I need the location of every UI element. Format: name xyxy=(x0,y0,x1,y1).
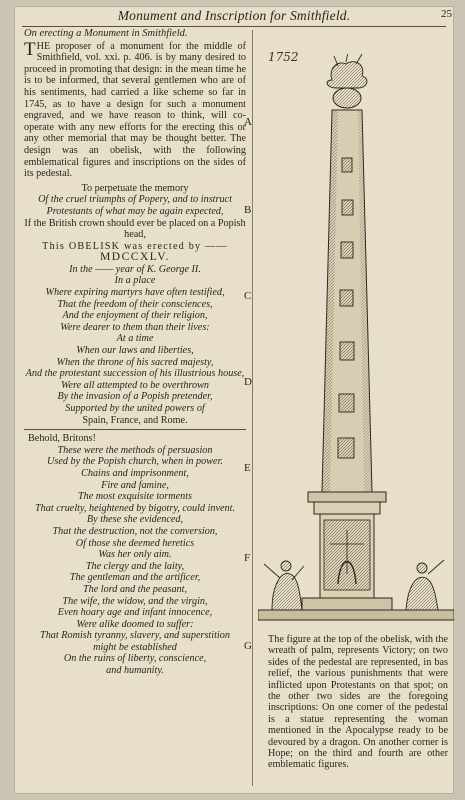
verse-line: In a place xyxy=(114,275,156,287)
article-heading: On erecting a Monument in Smithfield. xyxy=(24,28,188,39)
erected-line: This OBELISK was erected by —— xyxy=(42,240,228,252)
verse-block-2 xyxy=(24,445,246,677)
reign-line: In the —— year of K. George II. xyxy=(69,263,201,275)
obelisk-engraving xyxy=(258,54,454,624)
verse-line: When the throne of his sacred majesty, xyxy=(56,356,214,368)
verse-line: Used by the Popish church, when in power. xyxy=(47,456,223,468)
perpetuate-line-1: To perpetuate the memory xyxy=(81,182,189,194)
verse-line: The lord and the peasant, xyxy=(82,583,188,595)
behold-line: Behold, Britons! xyxy=(28,433,96,445)
verse-line: Chains and imprisonment, xyxy=(81,467,189,479)
verse-line: And the enjoyment of their religion, xyxy=(62,310,208,322)
margin-letter-c: C xyxy=(244,290,252,302)
verse-line: At a time xyxy=(116,333,154,345)
header-rule xyxy=(22,26,446,27)
verse-line: On the ruins of liberty, conscience, xyxy=(63,653,207,665)
illustration-caption: The figure at the top of the obelisk, with the wreath of palm, represents Victory; on two sides of the pedestal are represented, in bas relief, the various punishments that were inflicted upon Protestants on that spot; on the other two sides are the foregoing inscriptions: On one corner of the pedestal is a statue representing the woman mentioned in the Apocalypse ready to be devoured by a dragon. On another corner is Hope; on the third and fourth are other emblematic figures. xyxy=(268,634,448,771)
verse-line: The gentleman and the artificer, xyxy=(69,572,201,584)
margin-letter-d: D xyxy=(244,376,252,388)
verse-line: The clergy and the laity, xyxy=(85,560,185,572)
verse-line: Was her only aim. xyxy=(98,549,172,561)
obelisk-illustration xyxy=(258,54,454,624)
verse-line: Spain, France, and Rome. xyxy=(82,414,188,426)
verse-line: That the freedom of their consciences, xyxy=(57,298,213,310)
page-number: 25 xyxy=(441,8,452,20)
margin-letter-a: A xyxy=(244,116,252,128)
drop-cap: T xyxy=(24,38,36,60)
margin-letter-e: E xyxy=(244,462,251,474)
verse-line: Were all attempted to be overthrown xyxy=(61,379,209,391)
margin-letter-g: G xyxy=(244,640,252,652)
verse-line: By these she evidenced, xyxy=(86,514,184,526)
verse-line: These were the methods of persuasion xyxy=(57,444,213,456)
verse-line: might be established xyxy=(93,641,177,653)
verse-line: and humanity. xyxy=(106,665,164,677)
verse-line: Of those she deemed heretics xyxy=(75,537,195,549)
verse-line: When our laws and liberties, xyxy=(76,345,194,357)
margin-letter-b: B xyxy=(244,204,252,216)
pedestal xyxy=(302,492,392,610)
left-text-column xyxy=(24,28,246,788)
verse-line: Even hoary age and infant innocence, xyxy=(57,607,213,619)
intro-text: HE proposer of a monument for the middle of Smithfield, vol. xxi. p. 406. is by many desired to proceed in promoting that design: in the mean time he is to be informed, that several gentlemen who are of his sentiments, had carried a like scheme so far in 1745, as to have a design for such a monument engraved, and we have reason to think, will co-operate with any new efforts for the erecting this or any other memorial that may be thought better. The design was an obelisk, with the following emblematical figures and inscriptions on the sides of its pedestal. xyxy=(24,40,246,180)
margin-letter-f: F xyxy=(244,552,251,564)
handwritten-date: 1752 xyxy=(268,50,299,64)
perpetuate-line-2: Of the cruel triumphs of Popery, and to instruct Protestants of what may be again expected, xyxy=(38,194,232,217)
perpetuate-line-3: If the British crown should ever be placed on a Popish head, xyxy=(24,217,246,241)
verse-line: That the destruction, not the conversion, xyxy=(52,525,218,537)
verse-line: The most exquisite torments xyxy=(77,491,193,503)
verse-line: Were alike doomed to suffer: xyxy=(76,618,194,630)
verse-line: Were dearer to them than their lives: xyxy=(60,321,210,333)
verse-line: The wife, the widow, and the virgin, xyxy=(62,595,208,607)
verse-line: Fire and famine, xyxy=(101,479,169,491)
victory-figure xyxy=(327,54,367,88)
verse-line: That cruelty, heightened by bigotry, could invent. xyxy=(34,502,236,514)
verse-line: Supported by the united powers of xyxy=(65,403,205,414)
globe-ornament xyxy=(333,88,361,108)
section-rule xyxy=(24,429,246,430)
intro-paragraph xyxy=(24,38,246,180)
verse-line: And the protestant succession of his illustrious house, xyxy=(25,368,245,380)
verse-line: By the invasion of a Popish pretender, xyxy=(57,391,213,403)
verse-block-1 xyxy=(24,275,246,426)
verse-line: Where expiring martyrs have often testified, xyxy=(45,287,225,299)
year-numeral: MDCCXLV. xyxy=(100,251,170,264)
page-header-title: Monument and Inscription for Smithfield. xyxy=(117,8,351,23)
verse-line: That Romish tyranny, slavery, and superstition xyxy=(40,630,230,642)
printed-page xyxy=(14,6,454,794)
